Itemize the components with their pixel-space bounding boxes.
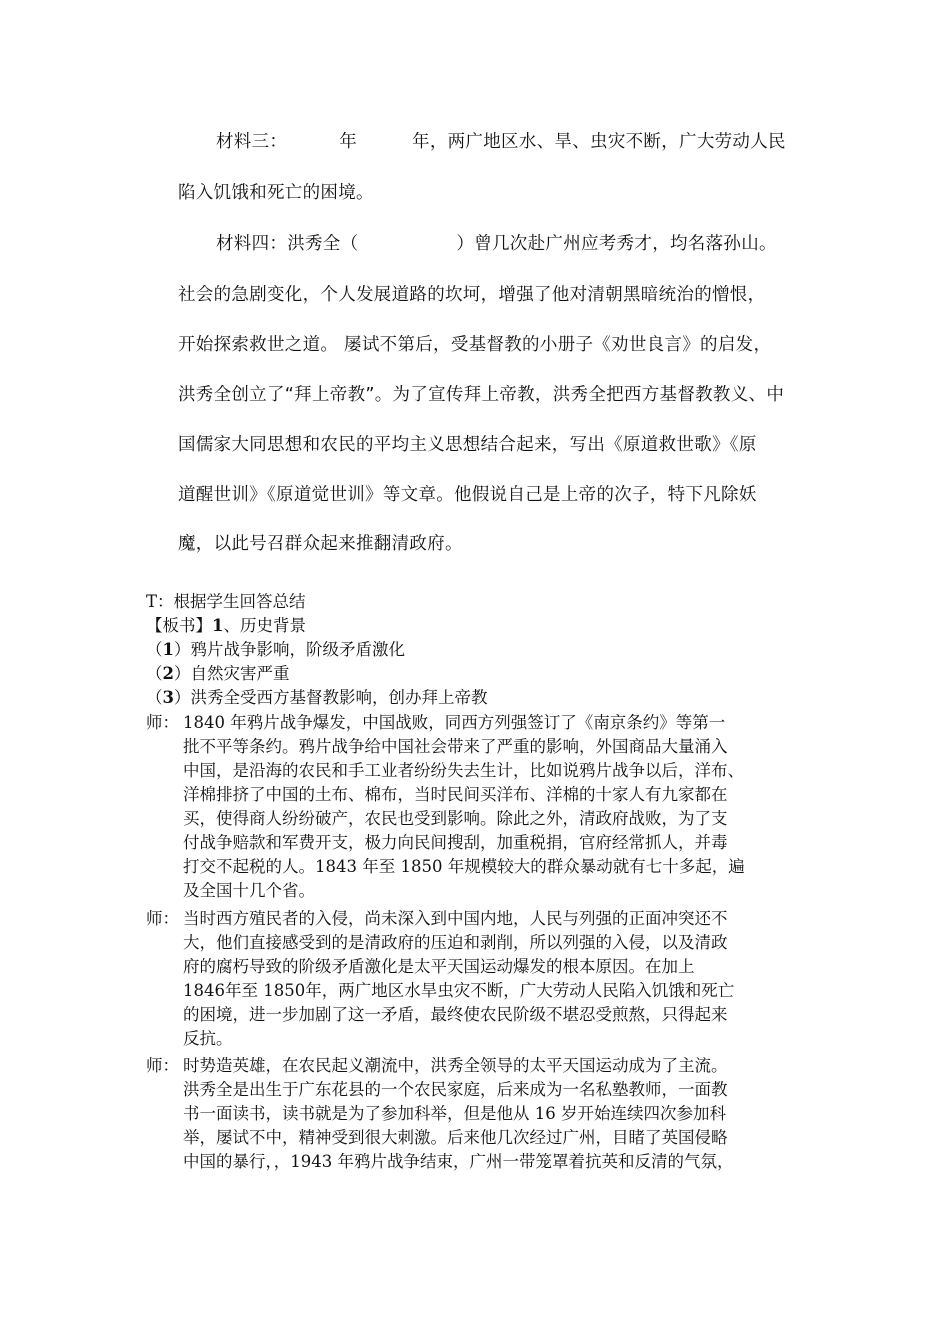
paragraph-line: 买，使得商人纷纷破产，农民也受到影响。除此之外，清政府战败，为了支 — [183, 809, 728, 828]
paragraph-line: 批不平等条约。鸦片战争给中国社会带来了严重的影响，外国商品大量涌入 — [183, 737, 728, 756]
paragraph-line: 付战争赔款和军费开支，极力向民间搜刮，加重税捐，官府经常抓人，并毒 — [183, 833, 728, 852]
paragraph-line: 洋棉排挤了中国的土布、棉布，当时民间买洋布、洋棉的十家人有九家都在 — [183, 785, 728, 804]
material-three-year-2: 年，两广地区水、旱、虫灾不断，广大劳动人民 — [412, 132, 786, 152]
speaker-label: 师： — [146, 713, 179, 732]
material-four-line: 社会的急剧变化，个人发展道路的坎坷，增强了他对清朝黑暗统治的憎恨， — [178, 285, 766, 305]
board-item: （1）鸦片战争影响，阶级矛盾激化 — [146, 640, 405, 659]
paragraph-line: 时势造英雄，在农民起义潮流中，洪秀全领导的太平天国运动成为了主流。 — [183, 1056, 728, 1075]
paragraph-line: 1840 年鸦片战争爆发，中国战败，同西方列强签订了《南京条约》等第一 — [183, 713, 726, 732]
paragraph-line: 反抗。 — [183, 1029, 233, 1048]
material-four-line: 国儒家大同思想和农民的平均主义思想结合起来，写出《原道救世歌》《原 — [178, 435, 757, 455]
paragraph-line: 府的腐朽导致的阶级矛盾激化是太平天国运动爆发的根本原因。在加上 — [183, 957, 695, 976]
material-three-label: 材料三： — [216, 132, 288, 152]
board-title — [146, 614, 306, 638]
material-three-year-1: 年 — [339, 132, 358, 152]
board-number: 1 — [212, 616, 224, 635]
material-four-line: 魔，以此号召群众起来推翻清政府。 — [178, 534, 463, 554]
paragraph-line: 举，屡试不中，精神受到很大刺激。后来他几次经过广州，目睹了英国侵略 — [183, 1128, 728, 1147]
paragraph-line: 的困境，进一步加剧了这一矛盾，最终使农民阶级不堪忍受煎熬，只得起来 — [183, 1005, 728, 1024]
board-prefix: 【板书】 — [146, 616, 212, 635]
paragraph-line: 中国的暴行，，1943 年鸦片战争结束，广州一带笼罩着抗英和反清的气氛， — [183, 1152, 734, 1171]
paragraph-line: 洪秀全是出生于广东花县的一个农民家庭，后来成为一名私塾教师，一面教 — [183, 1080, 728, 1099]
material-four-line-1 — [216, 230, 777, 255]
board-item: （3）洪秀全受西方基督教影响，创办拜上帝教 — [146, 688, 488, 707]
paragraph-line: 当时西方殖民者的入侵，尚未深入到中国内地，人民与列强的正面冲突还不 — [183, 909, 728, 928]
paragraph-line: 1846年至 1850年，两广地区水旱虫灾不断，广大劳动人民陷入饥饿和死亡 — [183, 981, 735, 1000]
material-four-line: 洪秀全创立了“拜上帝教”。为了宣传拜上帝教，洪秀全把西方基督教教义、中 — [178, 385, 785, 405]
paragraph-line: 书一面读书，读书就是为了参加科举，但是他从 16 岁开始连续四次参加科 — [183, 1104, 726, 1123]
teacher-summary-line: T：根据学生回答总结 — [146, 592, 306, 611]
material-four-line: 道醒世训》《原道觉世训》等文章。他假说自己是上帝的次子，特下凡除妖 — [178, 485, 757, 505]
material-four-after-paren: ）曾几次赴广州应考秀才，均名落孙山。 — [456, 234, 777, 254]
speaker-label: 师： — [146, 1056, 179, 1075]
material-four-label: 材料四：洪秀全（ — [216, 234, 359, 254]
material-three-line-2: 陷入饥饿和死亡的困境。 — [178, 183, 374, 203]
speaker-label: 师： — [146, 909, 179, 928]
paragraph-line: 大，他们直接感受到的是清政府的压迫和剥削，所以列强的入侵，以及清政 — [183, 933, 728, 952]
paragraph-line: 及全国十几个省。 — [183, 881, 315, 900]
paragraph-line: 打交不起税的人。1843 年至 1850 年规模较大的群众暴动就有七十多起，遍 — [183, 857, 745, 876]
material-four-line: 开始探索救世之道。 屡试不第后，受基督教的小册子《劝世良言》的启发， — [178, 335, 772, 355]
material-three-line-1 — [216, 128, 786, 153]
board-item: （2）自然灾害严重 — [146, 664, 290, 683]
paragraph-line: 中国，是沿海的农民和手工业者纷纷失去生计，比如说鸦片战争以后，洋布、 — [183, 761, 744, 780]
board-heading: 、历史背景 — [223, 616, 306, 635]
